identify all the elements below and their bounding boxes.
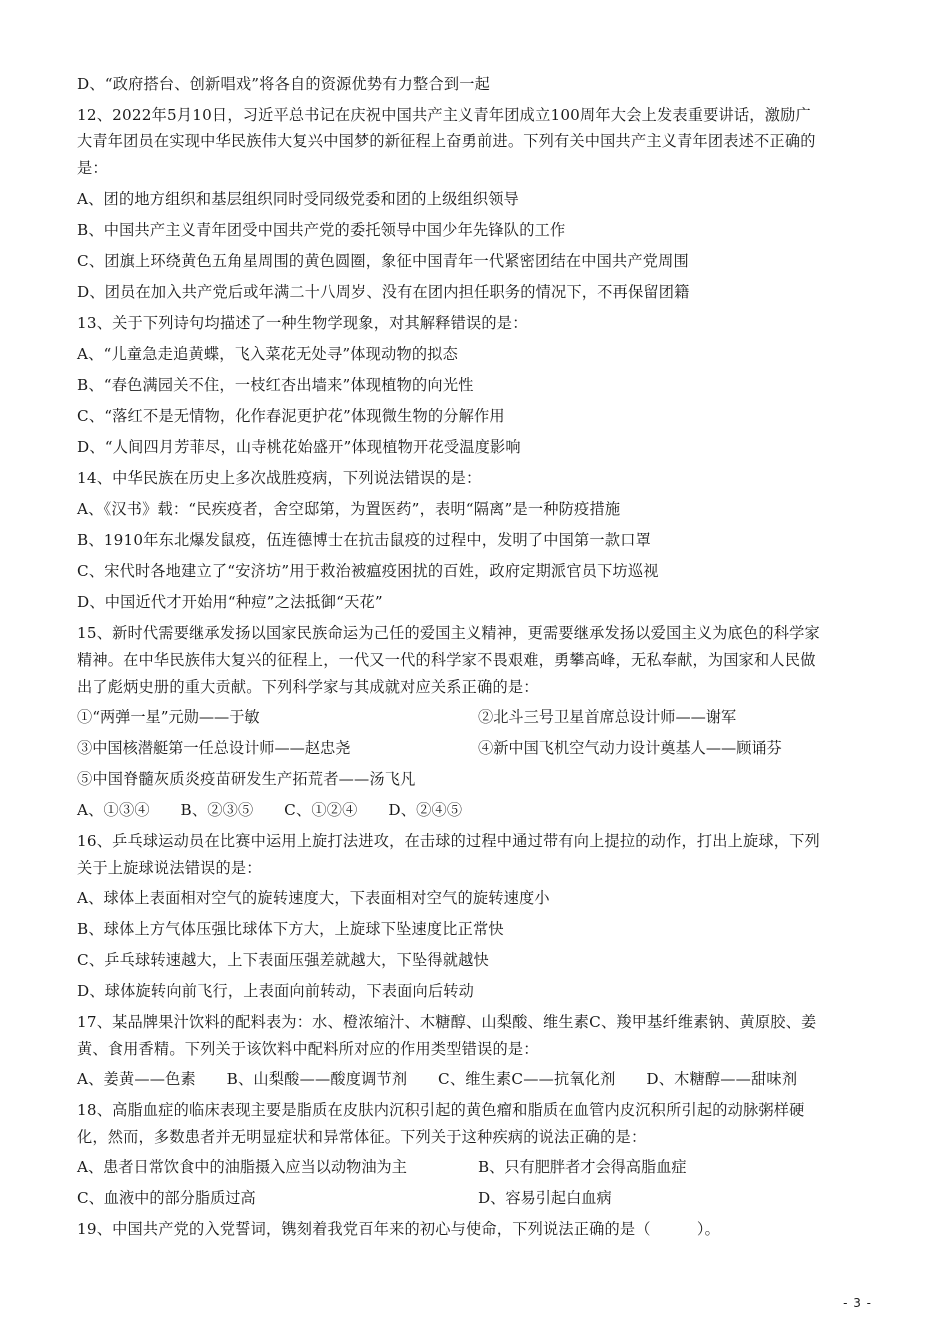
question-13-option-b: B、“春色满园关不住，一枝红杏出墙来”体现植物的向光性 xyxy=(77,376,474,394)
question-12-stem-line3: 是： xyxy=(77,159,108,177)
question-12-stem-line2: 大青年团员在实现中华民族伟大复兴中国梦的新征程上奋勇前进。下列有关中国共产主义青年团表述不正确的 xyxy=(77,132,816,150)
question-18-option-d: D、容易引起白血病 xyxy=(478,1189,612,1207)
question-12-stem-line1: 12、2022年5月10日，习近平总书记在庆祝中国共产主义青年团成立100周年大会上发表重要讲话，激励广 xyxy=(77,106,811,124)
question-12-option-d: D、团员在加入共产党后或年满二十八周岁、没有在团内担任职务的情况下，不再保留团籍 xyxy=(77,283,690,301)
question-13-option-c: C、“落红不是无情物，化作春泥更护花”体现微生物的分解作用 xyxy=(77,407,505,425)
question-18-stem-line2: 化，然而，多数患者并无明显症状和异常体征。下列关于这种疾病的说法正确的是： xyxy=(77,1128,647,1146)
question-18-stem-line1: 18、高脂血症的临床表现主要是脂质在皮肤内沉积引起的黄色瘤和脂质在血管内皮沉积所引起的动脉粥样硬 xyxy=(77,1101,805,1119)
question-16-option-b: B、球体上方气体压强比球体下方大，上旋球下坠速度比正常快 xyxy=(77,920,504,938)
question-13-option-a: A、“儿童急走追黄蝶，飞入菜花无处寻”体现动物的拟态 xyxy=(77,345,459,363)
question-18-option-a: A、患者日常饮食中的油脂摄入应当以动物油为主 xyxy=(77,1158,407,1176)
question-17-options: A、姜黄——色素 B、山梨酸——酸度调节剂 C、维生素C——抗氧化剂 D、木糖醇——甜味剂 xyxy=(77,1070,798,1088)
question-16-stem-line1: 16、乒乓球运动员在比赛中运用上旋打法进攻，在击球的过程中通过带有向上提拉的动作，打出上旋球，下列 xyxy=(77,832,820,850)
question-19-stem: 19、中国共产党的入党誓词，镌刻着我党百年来的初心与使命，下列说法正确的是（ ）。 xyxy=(77,1220,721,1238)
question-16-option-c: C、乒乓球转速越大，上下表面压强差就越大，下坠得就越快 xyxy=(77,951,489,969)
question-15-stem-line1: 15、新时代需要继承发扬以国家民族命运为己任的爱国主义精神，更需要继承发扬以爱国主义为底色的科学家 xyxy=(77,624,820,642)
question-12-option-b: B、中国共产主义青年团受中国共产党的委托领导中国少年先锋队的工作 xyxy=(77,221,566,239)
question-13-stem: 13、关于下列诗句均描述了一种生物学现象，对其解释错误的是： xyxy=(77,314,528,332)
question-15-item-5: ⑤中国脊髓灰质炎疫苗研发生产拓荒者——汤飞凡 xyxy=(77,770,416,788)
question-15-stem-line2: 精神。在中华民族伟大复兴的征程上，一代又一代的科学家不畏艰难，勇攀高峰，无私奉献，为国家和人民做 xyxy=(77,651,816,669)
question-15-item-1: ①“两弹一星”元勋——于敏 xyxy=(77,708,260,726)
question-16-option-d: D、球体旋转向前飞行，上表面向前转动，下表面向后转动 xyxy=(77,982,475,1000)
question-12-option-c: C、团旗上环绕黄色五角星周围的黄色圆圈，象征中国青年一代紧密团结在中国共产党周围 xyxy=(77,252,689,270)
question-15-stem-line3: 出了彪炳史册的重大贡献。下列科学家与其成就对应关系正确的是： xyxy=(77,678,539,696)
question-17-stem-line1: 17、某品牌果汁饮料的配料表为：水、橙浓缩汁、木糖醇、山梨酸、维生素C、羧甲基纤维素钠、黄原胶、姜 xyxy=(77,1013,817,1031)
question-15-options: A、①③④ B、②③⑤ C、①②④ D、②④⑤ xyxy=(77,801,463,819)
question-18-option-b: B、只有肥胖者才会得高脂血症 xyxy=(478,1158,687,1176)
question-14-option-c: C、宋代时各地建立了“安济坊”用于救治被瘟疫困扰的百姓，政府定期派官员下坊巡视 xyxy=(77,562,659,580)
page-number: - 3 - xyxy=(843,1296,872,1310)
question-11-option-d: D、“政府搭台、创新唱戏”将各自的资源优势有力整合到一起 xyxy=(77,75,490,93)
question-14-option-b: B、1910年东北爆发鼠疫，伍连德博士在抗击鼠疫的过程中，发明了中国第一款口罩 xyxy=(77,531,651,549)
question-14-stem: 14、中华民族在历史上多次战胜疫病，下列说法错误的是： xyxy=(77,469,482,487)
question-14-option-a: A、《汉书》载：“民疾疫者，舍空邸第，为置医药”，表明“隔离”是一种防疫措施 xyxy=(77,500,621,518)
question-15-item-4: ④新中国飞机空气动力设计奠基人——顾诵芬 xyxy=(478,739,782,757)
question-13-option-d: D、“人间四月芳菲尽，山寺桃花始盛开”体现植物开花受温度影响 xyxy=(77,438,521,456)
question-15-item-3: ③中国核潜艇第一任总设计师——赵忠尧 xyxy=(77,739,351,757)
question-17-stem-line2: 黄、食用香精。下列关于该饮料中配料所对应的作用类型错误的是： xyxy=(77,1040,539,1058)
question-12-option-a: A、团的地方组织和基层组织同时受同级党委和团的上级组织领导 xyxy=(77,190,520,208)
question-16-stem-line2: 关于上旋球说法错误的是： xyxy=(77,859,262,877)
question-15-item-2: ②北斗三号卫星首席总设计师——谢军 xyxy=(478,708,737,726)
question-18-option-c: C、血液中的部分脂质过高 xyxy=(77,1189,256,1207)
question-16-option-a: A、球体上表面相对空气的旋转速度大，下表面相对空气的旋转速度小 xyxy=(77,889,550,907)
question-14-option-d: D、中国近代才开始用“种痘”之法抵御“天花” xyxy=(77,593,383,611)
